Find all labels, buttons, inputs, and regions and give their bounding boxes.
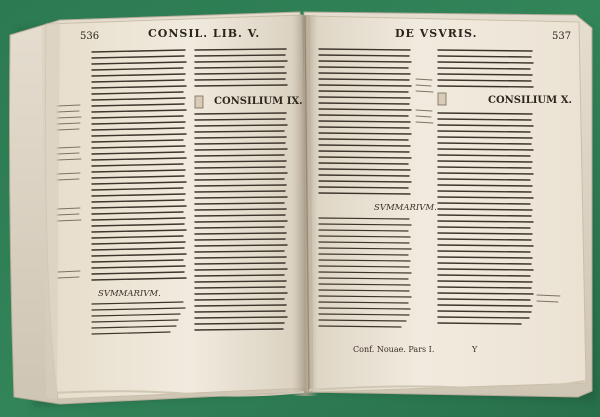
left-running-head: CONSIL. LIB. V. — [148, 27, 261, 40]
left-page-number: 536 — [80, 31, 100, 42]
left-consilium-heading: CONSILIUM IX. — [214, 96, 303, 107]
right-summary-heading: SVMMARIVM. — [374, 203, 437, 213]
right-running-head: DE VSVRIS. — [395, 27, 478, 40]
right-page-footer: Conf. Nouae. Pars I. — [353, 345, 435, 354]
left-initial-block — [195, 96, 203, 108]
left-summary-heading: SVMMARIVM. — [98, 289, 161, 299]
right-page-number: 537 — [552, 31, 572, 42]
right-page — [309, 16, 586, 392]
right-initial-block — [438, 93, 446, 105]
right-consilium-heading: CONSILIUM X. — [488, 95, 572, 106]
signature-mark: Y — [472, 345, 478, 354]
